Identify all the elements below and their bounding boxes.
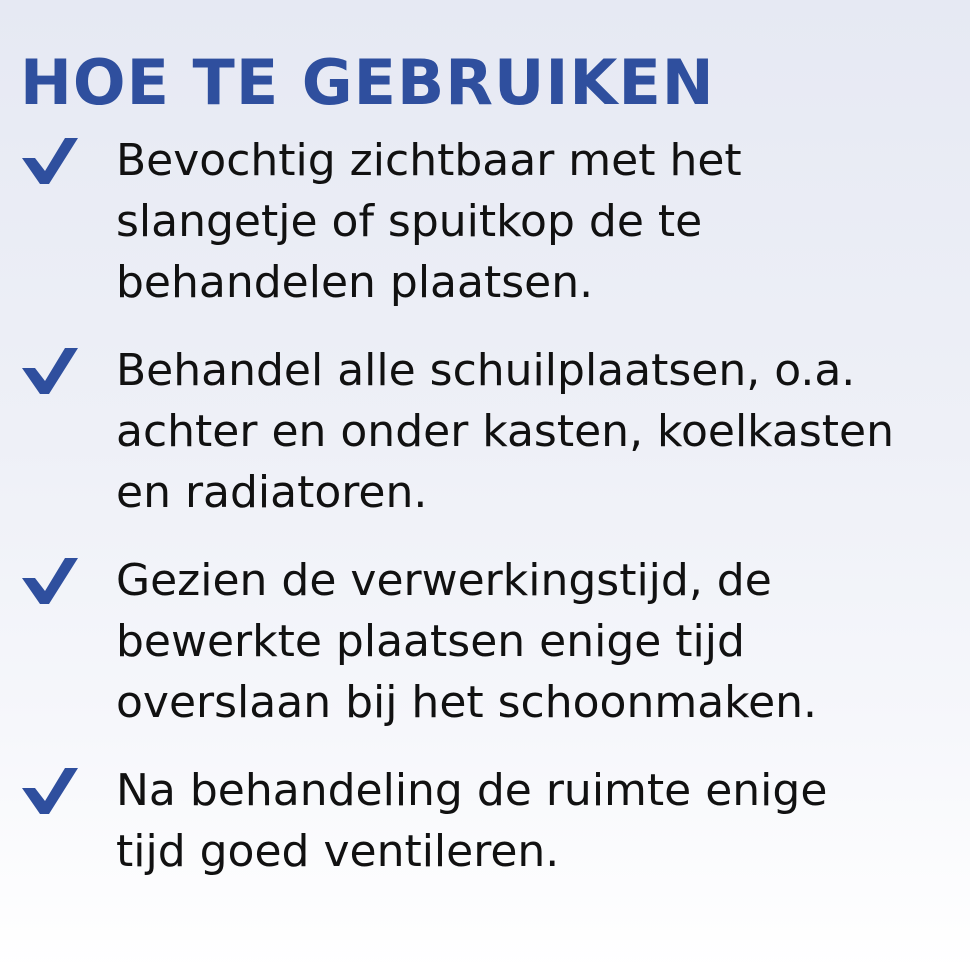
step-text: Na behandeling de ruimte enige tijd goed ventileren. [116,765,828,877]
check-icon [22,138,78,184]
step-text: Bevochtig zichtbaar met het slangetje of spuitkop de te behandelen plaatsen. [116,135,742,308]
step-text: Behandel alle schuilplaatsen, o.a. achter en onder kasten, koelkasten en radiatoren. [116,345,894,518]
instruction-list [20,130,950,882]
list-item [20,340,950,523]
step-text: Gezien de verwerkingstijd, de bewerkte plaatsen enige tijd overslaan bij het schoonmaken. [116,555,818,728]
list-item [20,550,950,733]
page-title: HOE TE GEBRUIKEN [20,46,715,119]
list-item [20,130,950,313]
list-item [20,760,950,882]
check-icon [22,768,78,814]
check-icon [22,558,78,604]
check-icon [22,348,78,394]
